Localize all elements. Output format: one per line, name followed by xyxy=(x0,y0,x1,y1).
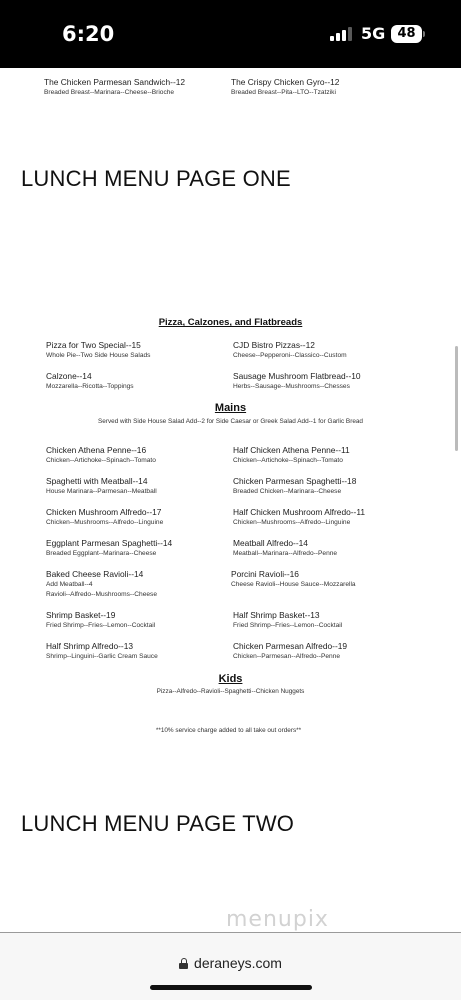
menu-item xyxy=(46,641,246,662)
menu-item xyxy=(233,340,433,361)
item-name: Chicken Athena Penne--16 xyxy=(46,445,147,455)
menu-item xyxy=(231,569,431,590)
menu-item xyxy=(46,340,246,361)
item-name: Half Shrimp Alfredo--13 xyxy=(46,641,134,651)
page-one-title: LUNCH MENU PAGE ONE xyxy=(21,166,291,191)
menu-item xyxy=(46,476,246,497)
item-name: Chicken Parmesan Spaghetti--18 xyxy=(233,476,357,486)
menu-item xyxy=(46,610,246,631)
menu-item xyxy=(233,445,433,466)
item-name: Baked Cheese Ravioli--14 xyxy=(46,569,144,579)
item-desc: Cheese--Pepperoni--Classico--Custom xyxy=(233,352,347,359)
item-name: Half Chicken Mushroom Alfredo--11 xyxy=(233,507,366,517)
menu-item xyxy=(46,569,246,600)
item-name: Spaghetti with Meatball--14 xyxy=(46,476,148,486)
menu-item xyxy=(233,641,433,662)
mains-note: Served with Side House Salad Add--2 for Side Caesar or Greek Salad Add--1 for Garlic Bread xyxy=(98,418,363,425)
item-desc: Breaded Eggplant--Marinara--Cheese xyxy=(46,550,157,557)
item-desc: Chicken--Parmesan--Alfredo--Penne xyxy=(233,653,341,660)
item-name: Porcini Ravioli--16 xyxy=(231,569,299,579)
menu-item xyxy=(233,371,433,392)
item-name: Pizza for Two Special--15 xyxy=(46,340,141,350)
item-name: Chicken Mushroom Alfredo--17 xyxy=(46,507,162,517)
item-name: Half Chicken Athena Penne--11 xyxy=(233,445,350,455)
item-desc: Shrimp--Linguini--Garlic Cream Sauce xyxy=(46,653,158,660)
item-desc: Whole Pie--Two Side House Salads xyxy=(46,352,151,359)
scroll-indicator[interactable] xyxy=(455,346,458,451)
menu-item xyxy=(46,371,246,392)
item-desc: Ravioli--Alfredo--Mushrooms--Cheese xyxy=(46,591,158,598)
menu-item xyxy=(233,610,433,631)
lock-icon xyxy=(179,958,188,969)
item-desc: Chicken--Mushrooms--Alfredo--Linguine xyxy=(46,519,164,526)
page-two-title: LUNCH MENU PAGE TWO xyxy=(21,811,295,836)
item-name: Shrimp Basket--19 xyxy=(46,610,116,620)
mains-heading: Mains xyxy=(214,402,247,414)
status-time: 6:20 xyxy=(62,22,115,46)
menu-item xyxy=(233,538,433,559)
item-desc: Chicken--Artichoke--Spinach--Tomato xyxy=(233,457,343,464)
menu-item xyxy=(46,507,246,528)
item-desc: Fried Shrimp--Fries--Lemon--Cocktail xyxy=(46,622,156,629)
network-type: 5G xyxy=(361,24,386,43)
service-note: **10% service charge added to all take out orders** xyxy=(155,727,302,734)
item-name: Chicken Parmesan Alfredo--19 xyxy=(233,641,348,651)
item-name: Meatball Alfredo--14 xyxy=(233,538,308,548)
battery-icon: 48 xyxy=(391,25,422,43)
item-name: Sausage Mushroom Flatbread--10 xyxy=(233,371,361,381)
kids-heading: Kids xyxy=(218,673,243,685)
address-field[interactable] xyxy=(0,955,461,971)
item-desc: Breaded Breast--Marinara--Cheese--Brioche xyxy=(44,89,175,96)
status-bar xyxy=(0,0,461,68)
menu-page[interactable] xyxy=(0,68,461,932)
signal-icon xyxy=(330,27,352,41)
item-desc: Breaded Breast--Pita--LTO--Tzatziki xyxy=(231,89,336,96)
battery-tip xyxy=(423,31,425,37)
browser-address-bar[interactable] xyxy=(0,932,461,1000)
item-desc: Chicken--Mushrooms--Alfredo--Linguine xyxy=(233,519,351,526)
pizza-heading: Pizza, Calzones, and Flatbreads xyxy=(158,317,303,328)
item-name: CJD Bistro Pizzas--12 xyxy=(233,340,315,350)
item-desc: Fried Shrimp--Fries--Lemon--Cocktail xyxy=(233,622,343,629)
kids-desc: Pizza--Alfredo--Ravioli--Spaghetti--Chicken Nuggets xyxy=(156,688,305,695)
menu-item xyxy=(233,507,433,528)
menu-item xyxy=(44,77,244,98)
item-desc: Add Meatball--4 xyxy=(46,581,93,588)
menu-item xyxy=(231,77,431,98)
item-desc: Herbs--Sausage--Mushrooms--Chesses xyxy=(233,383,350,390)
menu-item xyxy=(46,445,246,466)
item-name: Eggplant Parmesan Spaghetti--14 xyxy=(46,538,173,548)
item-desc: Chicken--Artichoke--Spinach--Tomato xyxy=(46,457,156,464)
item-desc: Breaded Chicken--Marinara--Cheese xyxy=(233,488,342,495)
menu-item xyxy=(46,538,246,559)
item-name: Half Shrimp Basket--13 xyxy=(233,610,320,620)
menu-item xyxy=(233,476,433,497)
item-name: Calzone--14 xyxy=(46,371,92,381)
item-name: The Crispy Chicken Gyro--12 xyxy=(231,77,340,87)
item-name: The Chicken Parmesan Sandwich--12 xyxy=(44,77,186,87)
item-desc: House Marinara--Parmesan--Meatball xyxy=(46,488,157,495)
item-desc: Mozzarella--Ricotta--Toppings xyxy=(46,383,134,390)
watermark-logo: menupix xyxy=(226,907,329,932)
item-desc: Meatball--Marinara--Alfredo--Penne xyxy=(233,550,338,557)
home-indicator[interactable] xyxy=(150,985,312,990)
url-text: deraneys.com xyxy=(194,955,282,971)
item-desc: Cheese Ravioli--House Sauce--Mozzarella xyxy=(231,581,356,588)
